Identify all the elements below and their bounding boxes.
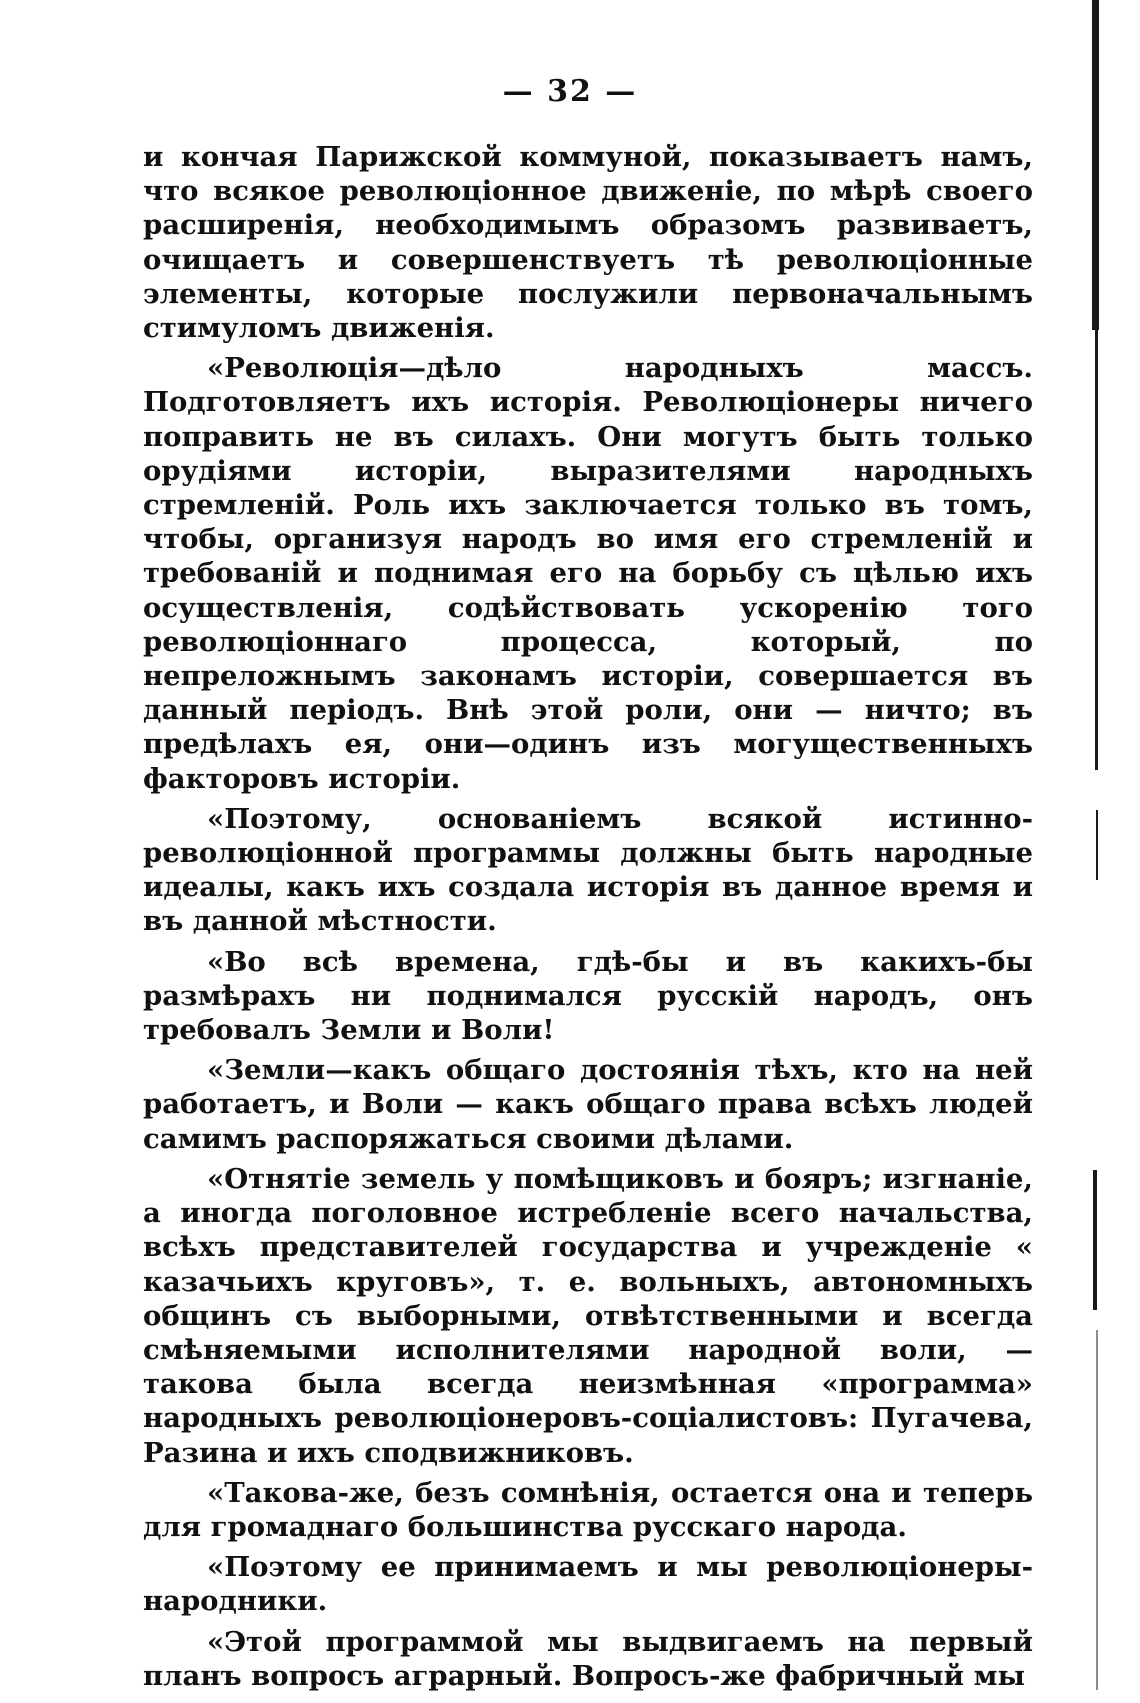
paragraph-land-definition: «Земли—какъ общаго достоянія тѣхъ, кто на ней работаетъ, и Воли — какъ общаго права всѣхъ людей самимъ распоряжаться своими дѣлами. [143,1054,1033,1155]
scan-edge-line [1096,1330,1098,1690]
body-text [143,140,1033,1699]
paragraph-narodniki: «Поэтому ее принимаемъ и мы революціонеры-народники. [143,1551,1033,1618]
page-number: — 32 — [502,74,638,109]
paragraph-historic-program: «Отнятіе земель у помѣщиковъ и бояръ; изгнаніе, а иногда поголовное истребленіе всего начальства, всѣхъ представителей государства и учрежденіе « казачьихъ круговъ», т. е. вольныхъ, автономныхъ общинъ съ выборными, отвѣтственными и всегда смѣняемыми исполнителями народной воли, — такова была всегда неизмѣнная «программа» народныхъ революціонеровъ-соціалистовъ: Пугачева, Разина и ихъ сподвижниковъ. [143,1162,1033,1469]
paragraph-program-basis: «Поэтому, основаніемъ всякой истинно-революціонной программы должны быть народные идеалы, какъ ихъ создала исторія въ данное время и въ данной мѣстности. [143,802,1033,938]
paragraph-land-and-freedom: «Во всѣ времена, гдѣ-бы и въ какихъ-бы размѣрахъ ни поднимался русскій народъ, онъ требовалъ Земли и Воли! [143,945,1033,1047]
scan-edge-line [1096,810,1098,880]
scan-edge-line [1093,1170,1097,1310]
paragraph-agrarian: «Этой программой мы выдвигаемъ на первый планъ вопросъ аграрный. Вопросъ-же фабричный мы [143,1625,1033,1692]
paragraph-still-program: «Такова-же, безъ сомнѣнія, остается она и теперь для громаднаго большинства русскаго народа. [143,1476,1033,1543]
scan-edge-line [1092,0,1099,330]
paragraph-revolution: «Революція—дѣло народныхъ массъ. Подготовляетъ ихъ исторія. Революціонеры ничего поправить не въ силахъ. Они могутъ быть только орудіями исторіи, выразителями народныхъ стремленій. Роль ихъ заключается только въ томъ, чтобы, организуя народъ во имя его стремленій и требованій и поднимая его на борьбу съ цѣлью ихъ осуществленія, содѣйствовать ускоренію того революціоннаго процесса, который, по непреложнымъ законамъ исторіи, совершается въ данный періодъ. Внѣ этой роли, они — ничто; въ предѣлахъ ея, они—одинъ изъ могущественныхъ факторовъ исторіи. [143,352,1033,795]
scan-edge-line [1095,330,1098,770]
paragraph-continuation: и кончая Парижской коммуной, показываетъ намъ, что всякое революціонное движеніе, по мѣрѣ своего расширенія, необходимымъ образомъ развиваетъ, очищаетъ и совершенствуетъ тѣ революціонные элементы, которые послужили первоначальнымъ стимуломъ движенія. [143,141,1033,345]
